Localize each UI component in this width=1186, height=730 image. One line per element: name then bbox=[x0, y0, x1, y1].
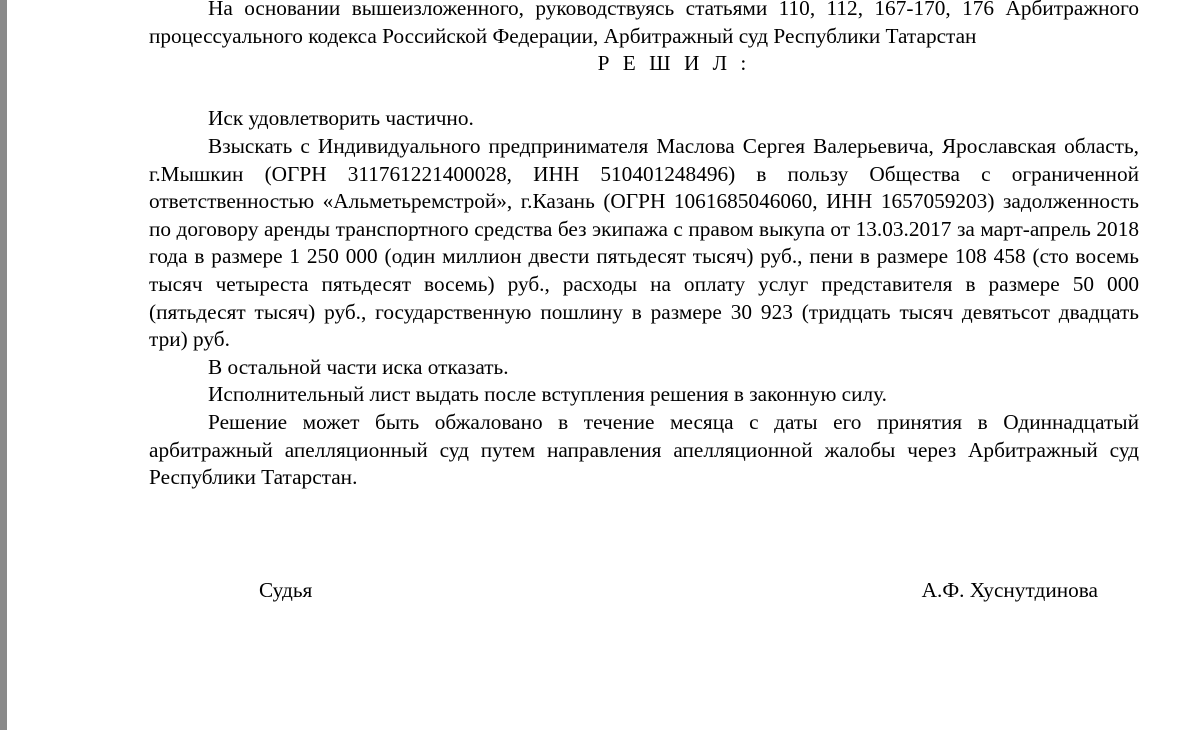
paragraph-appeal: Решение может быть обжаловано в течение месяца с даты его принятия в Одиннадцатый арбитражный апелляционный суд путем направления апелляционной жалобы через Арбитражный суд Республики Татарстан. bbox=[149, 409, 1139, 490]
paragraph-recovery: Взыскать с Индивидуального предпринимателя Маслова Сергея Валерьевича, Ярославская область, г.Мышкин (ОГРН 311761221400028, ИНН 510401248496) в пользу Общества с ограниченной ответственностью «Альметьремстрой», г.Казань (ОГРН 1061685046060, ИНН 1657059203) задолженность по договору аренды транспортного средства без экипажа с правом выкупа от 13.03.2017 за март-апрель 2018 года в размере 1 250 000 (один миллион двести пятьдесят тысяч) руб., пени в размере 108 458 (сто восемь тысяч четыреста пятьдесят восемь) руб., расходы на оплату услуг представителя в размере 50 000 (пятьдесят тысяч) руб., государственную пошлину в размере 30 923 (тридцать тысяч девятьсот двадцать три) руб. bbox=[149, 133, 1139, 352]
left-edge-bar bbox=[0, 0, 7, 730]
signature-name: А.Ф. Хуснутдинова bbox=[921, 578, 1098, 602]
paragraph-refuse: В остальной части иска отказать. bbox=[208, 354, 509, 379]
paragraph-claim-partial: Иск удовлетворить частично. bbox=[208, 106, 474, 131]
decision-heading: Р Е Ш И Л : bbox=[597, 51, 751, 76]
signature-role: Судья bbox=[259, 578, 313, 602]
paragraph-basis: На основании вышеизложенного, руководствуясь статьями 110, 112, 167-170, 176 Арбитражного процессуального кодекса Российской Федерации, Арбитражный суд Республики Татарстан bbox=[149, 0, 1139, 48]
paragraph-writ: Исполнительный лист выдать после вступления решения в законную силу. bbox=[208, 382, 888, 407]
document-page bbox=[149, 0, 1139, 602]
